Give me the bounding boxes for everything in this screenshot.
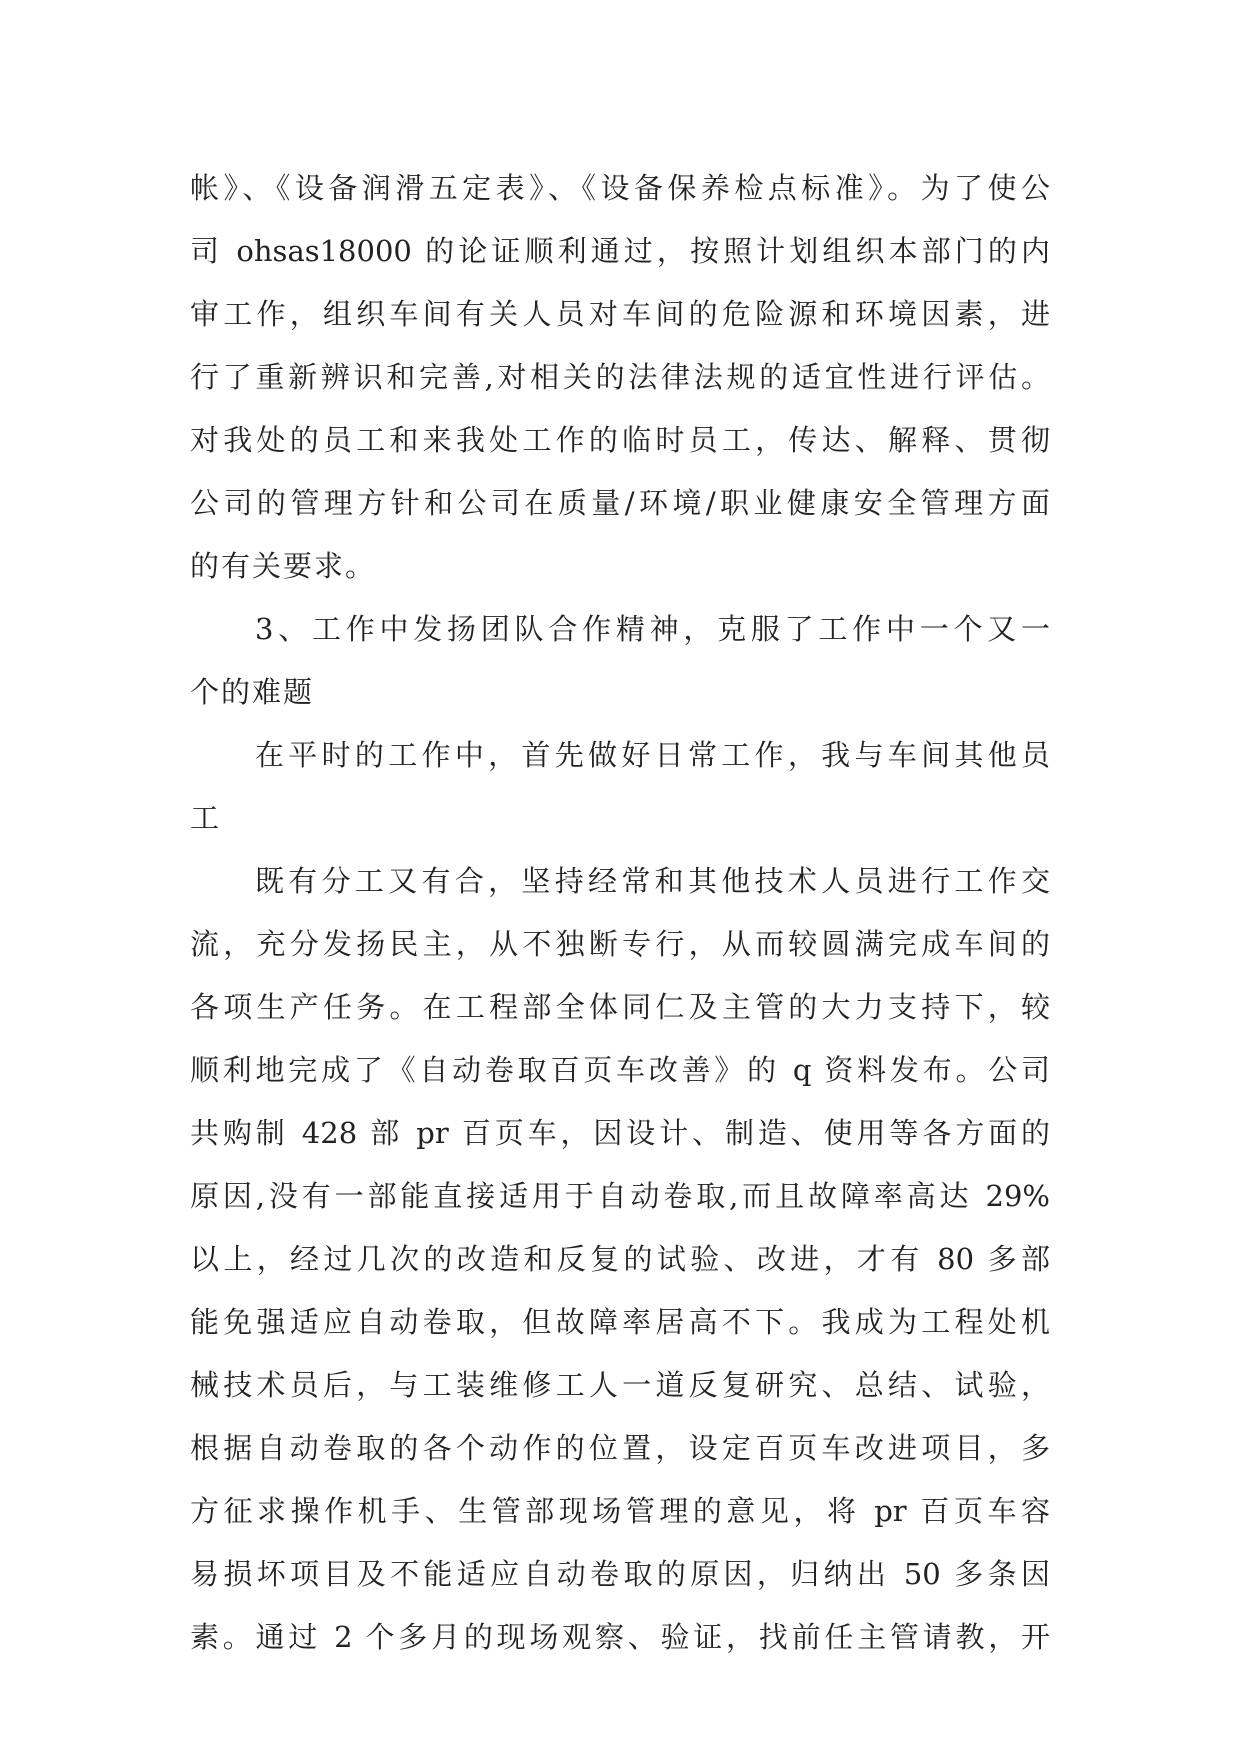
- text-line: 共购制 428 部 pr 百页车，因设计、制造、使用等各方面的: [190, 1116, 1050, 1150]
- text-line: 帐》、《设备润滑五定表》、《设备保养检点标准》。为了使公: [190, 171, 1050, 205]
- text-line: 以上，经过几次的改造和反复的试验、改进，才有 80 多部: [190, 1242, 1050, 1276]
- text-line: 工: [190, 801, 222, 835]
- text-line: 司 ohsas18000 的论证顺利通过，按照计划组织本部门的内: [190, 234, 1050, 268]
- text-line: 审工作，组织车间有关人员对车间的危险源和环境因素，进: [190, 297, 1050, 331]
- text-line: 方征求操作机手、生管部现场管理的意见，将 pr 百页车容: [190, 1494, 1050, 1528]
- text-line: 能免强适应自动卷取，但故障率居高不下。我成为工程处机: [190, 1305, 1050, 1339]
- text-line: 行了重新辨识和完善,对相关的法律法规的适宜性进行评估。: [190, 360, 1050, 394]
- text-line: 原因,没有一部能直接适用于自动卷取,而且故障率高达 29%: [190, 1179, 1050, 1213]
- text-line: 易损坏项目及不能适应自动卷取的原因，归纳出 50 多条因: [190, 1557, 1050, 1591]
- text-line: 根据自动卷取的各个动作的位置，设定百页车改进项目，多: [190, 1431, 1050, 1465]
- section-heading-line: 3、工作中发扬团队合作精神，克服了工作中一个又一: [255, 612, 1050, 646]
- text-line: 在平时的工作中，首先做好日常工作，我与车间其他员: [255, 738, 1050, 772]
- text-line: 对我处的员工和来我处工作的临时员工，传达、解释、贯彻: [190, 423, 1050, 457]
- section-heading-line: 个的难题: [190, 675, 315, 709]
- text-line: 的有关要求。: [190, 549, 377, 583]
- text-line: 流，充分发扬民主，从不独断专行，从而较圆满完成车间的: [190, 927, 1050, 961]
- text-line: 素。通过 2 个多月的现场观察、验证，找前任主管请教，开: [190, 1620, 1050, 1654]
- text-line: 顺利地完成了《自动卷取百页车改善》的 q 资料发布。公司: [190, 1053, 1050, 1087]
- text-line: 公司的管理方针和公司在质量/环境/职业健康安全管理方面: [190, 486, 1050, 520]
- text-line: 既有分工又有合，坚持经常和其他技术人员进行工作交: [255, 864, 1050, 898]
- text-line: 各项生产任务。在工程部全体同仁及主管的大力支持下，较: [190, 990, 1050, 1024]
- text-line: 械技术员后，与工装维修工人一道反复研究、总结、试验，: [190, 1368, 1050, 1402]
